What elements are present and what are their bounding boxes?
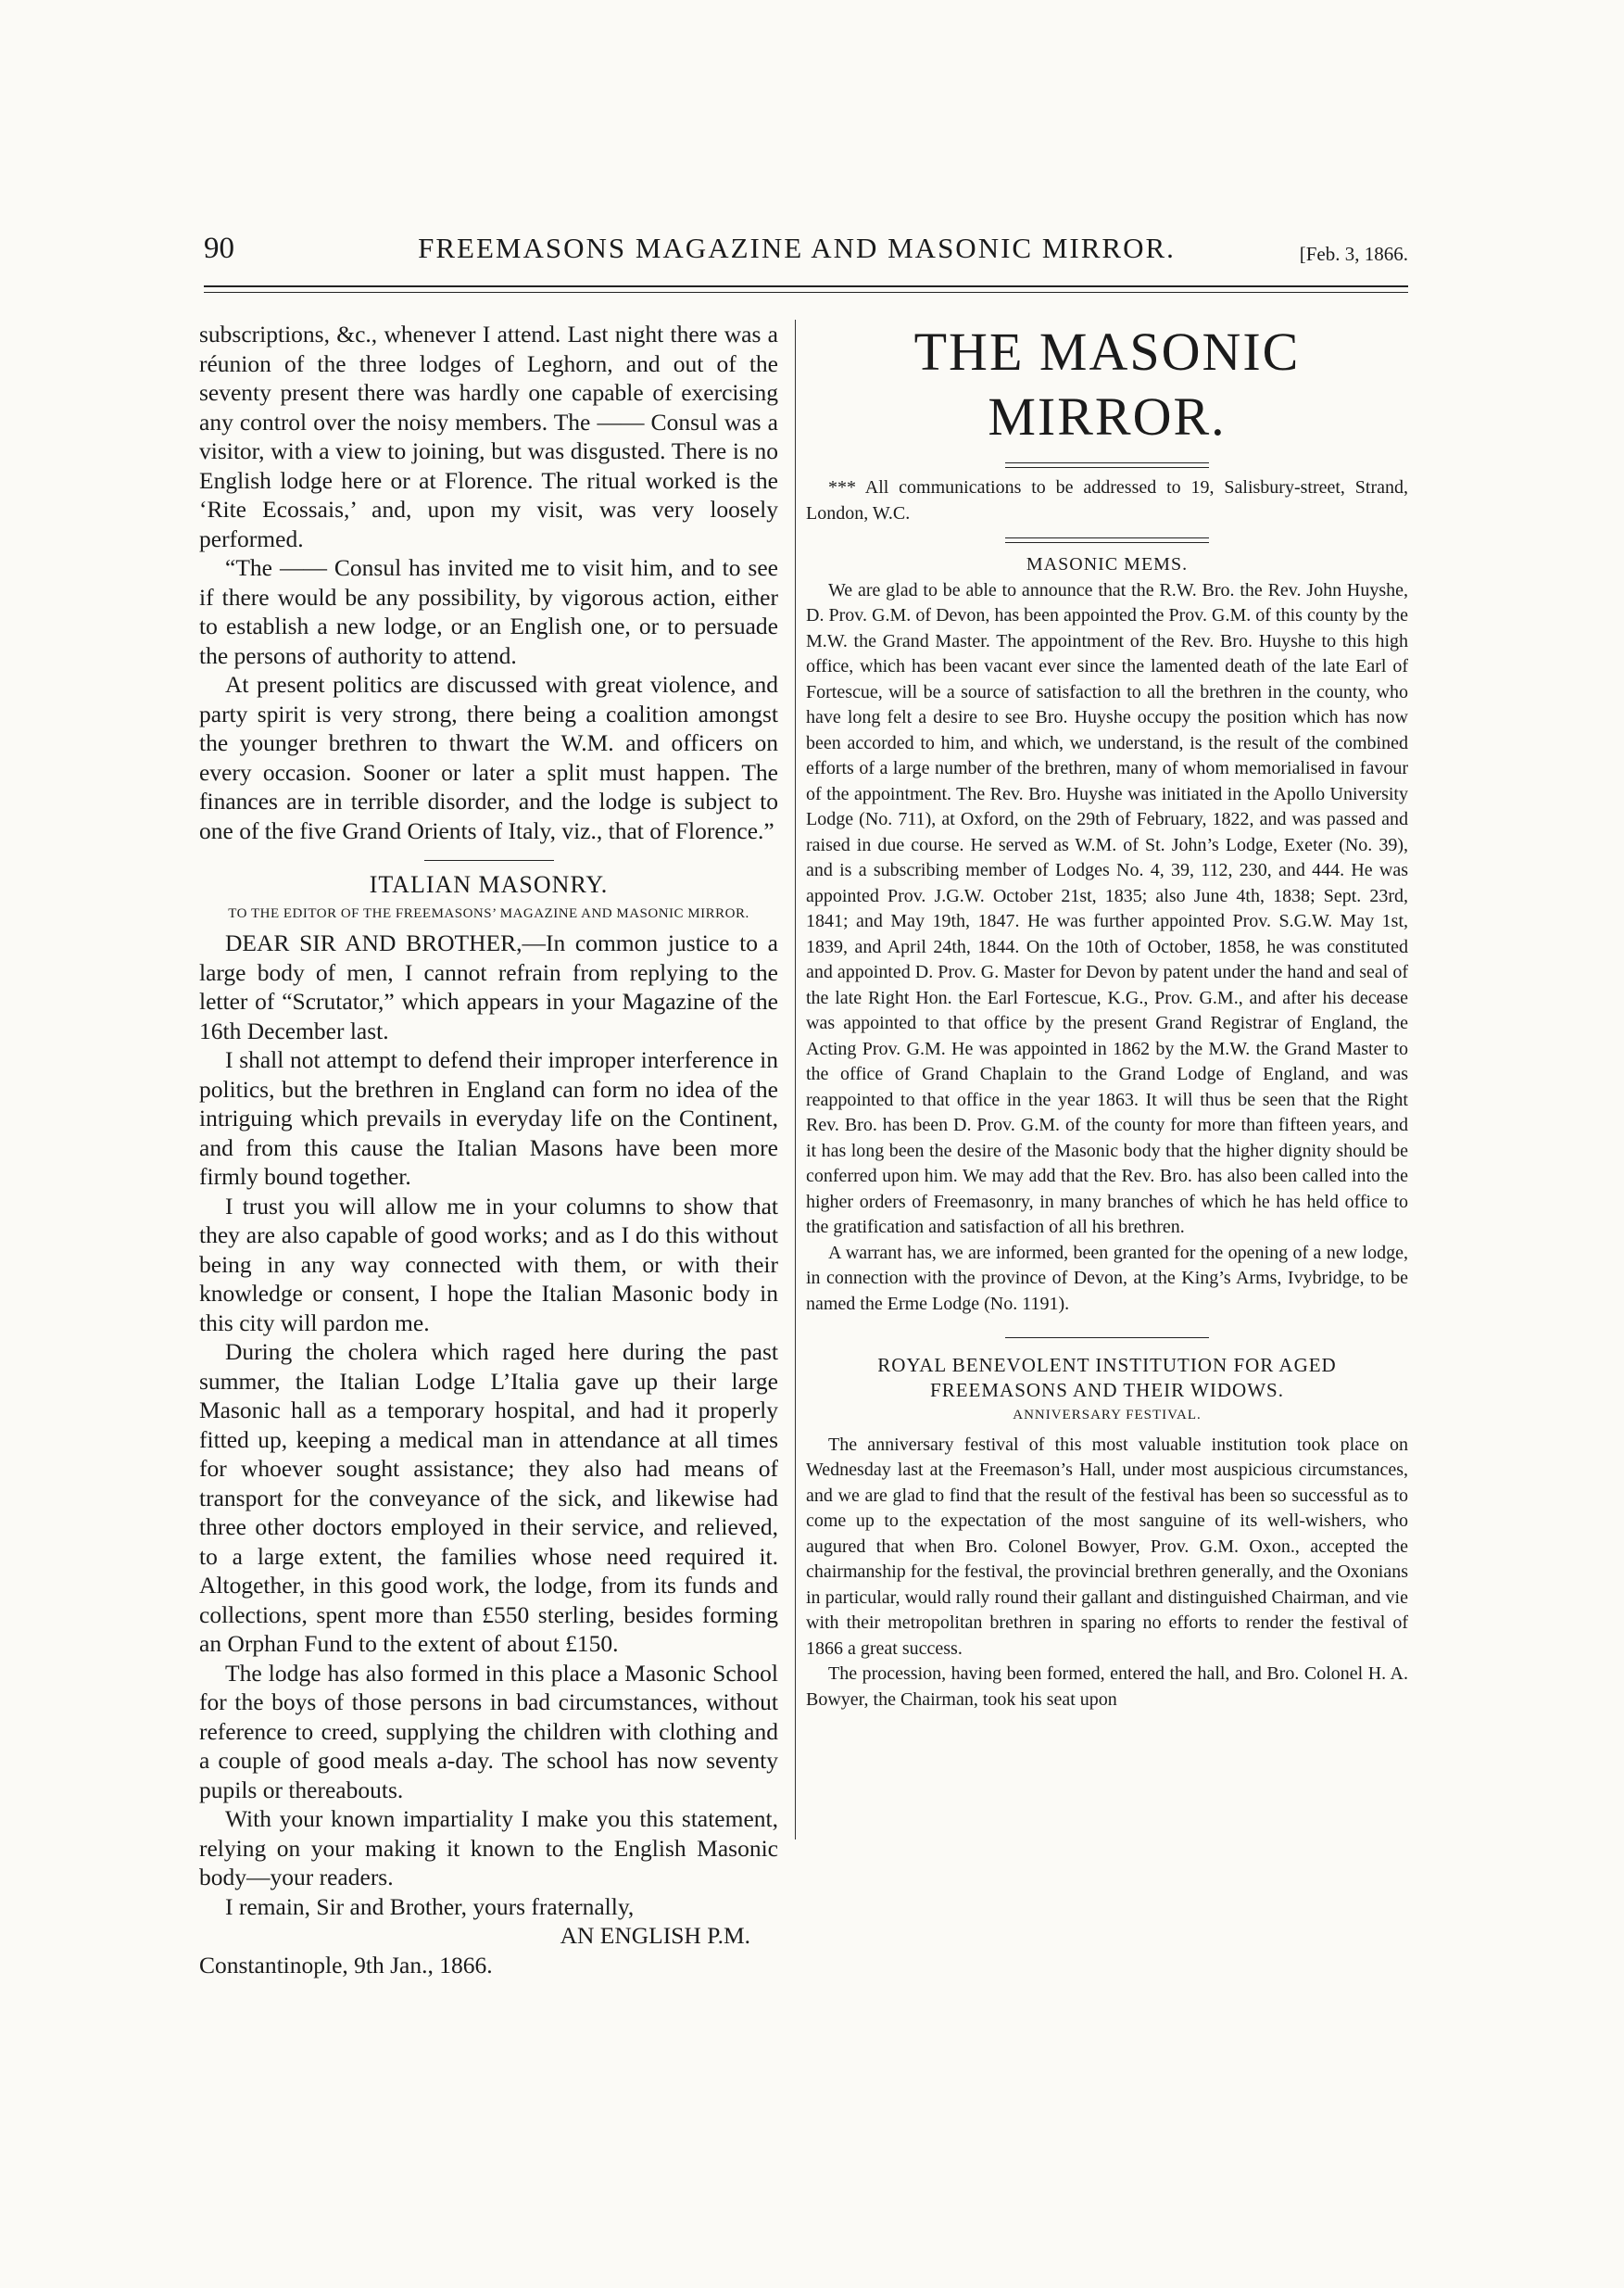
notice-rule <box>1005 537 1209 543</box>
letter-paragraph: At present politics are discussed with great violence, and party spirit is very strong, there being a coalition amongst the younger brethren to thwart the W.M. and officers on every occasion. Sooner or later a split must happen. The finances are in terrible disorder, and the lodge is subject to one of the five Grand Orients of Italy, viz., that of Florence.” <box>199 671 778 844</box>
left-column <box>199 320 778 1979</box>
italian-masonry-title: ITALIAN MASONRY. <box>369 871 609 898</box>
letter-continued-paragraph: subscriptions, &c., whenever I attend. Last night there was a réunion of the three lodges of Leghorn, and out of the seventy present there was hardly one capable of exercising any control over the noisy members. The —— Consul was a visitor, with a view to joining, but was disgusted. There is no English lodge here or at Florence. The ritual worked is the ‘Rite Ecossais,’ and, upon my visit, was very loosely performed. <box>199 321 778 552</box>
letter-paragraph: During the cholera which raged here during the past summer, the Italian Lodge L’Italia gave up their large Masonic hall as a temporary hospital, and had it properly fitted up, keeping a medical man in attendance at all times for whoever sought assistance; they also had means of transport for the conveyance of the sick, and likewise had three other doctors employed in their service, and relieved, to a large extent, the families whose need required it. Altogether, in this good work, the lodge, from its funds and collections, spent more than £550 sterling, besides forming an Orphan Fund to the extent of about £150. <box>199 1338 778 1657</box>
page-header <box>204 232 1408 278</box>
communications-notice: *** All communications to be addressed to 19, Salisbury-street, Strand, London, W.C. <box>806 477 1408 524</box>
masonic-mems-title: MASONIC MEMS. <box>1026 554 1189 575</box>
to-editor-line: TO THE EDITOR OF THE FREEMASONS’ MAGAZINE AND MASONIC MIRROR. <box>228 905 749 921</box>
masonic-mirror-title: THE MASONIC MIRROR. <box>913 322 1301 447</box>
header-rule-thin <box>204 292 1408 293</box>
section-rule <box>424 860 554 861</box>
rbi-subtitle: ANNIVERSARY FESTIVAL. <box>1013 1408 1202 1422</box>
rbi-title: ROYAL BENEVOLENT INSTITUTION FOR AGED FREEMASONS AND THEIR WIDOWS. <box>877 1354 1337 1401</box>
section-rule <box>1005 1337 1209 1338</box>
letter-paragraph: I shall not attempt to defend their improper interference in politics, but the brethren in England can form no idea of the intriguing which prevails in everyday life on the Continent, and from this cause the Italian Masons have been more firmly bound together. <box>199 1046 778 1190</box>
letter-paragraph: With your known impartiality I make you this statement, relying on your making it known to the English Masonic body—your readers. <box>199 1805 778 1890</box>
mems-paragraph: A warrant has, we are informed, been granted for the opening of a new lodge, in connection with the province of Devon, at the King’s Arms, Ivybridge, to be named the Erme Lodge (No. 1191). <box>806 1242 1408 1314</box>
festival-paragraph: The procession, having been formed, entered the hall, and Bro. Colonel H. A. Bowyer, the Chairman, took his seat upon <box>806 1663 1408 1710</box>
festival-paragraph: The anniversary festival of this most valuable institution took place on Wednesday last at the Freemason’s Hall, under most auspicious circumstances, and we are glad to find that the result of the festival has been so successful as to come up to the expectation of the most sanguine of its well-wishers, who augured that when Bro. Colonel Bowyer, Prov. G.M. Oxon., accepted the chairmanship for the festival, the provincial brethren generally, and the Oxonians in particular, would rally round their gallant and distinguished Chairman, and vie with their metropolitan brethren in sparing no efforts to render the festival of 1866 a great success. <box>806 1434 1408 1659</box>
title-rule <box>1005 462 1209 468</box>
letter-paragraph: “The —— Consul has invited me to visit him, and to see if there would be any possibility, by vigorous action, either to establish a new lodge, or an English one, or to persuade the persons of authority to attend. <box>199 554 778 669</box>
letter-closing: I remain, Sir and Brother, yours fraternally, <box>225 1892 635 1920</box>
issue-date: [Feb. 3, 1866. <box>1299 243 1408 265</box>
page-number: 90 <box>204 232 234 265</box>
masthead: FREEMASONS MAGAZINE AND MASONIC MIRROR. <box>418 232 1176 264</box>
letter-signature: AN ENGLISH P.M. <box>560 1922 750 1949</box>
letter-dateline: Constantinople, 9th Jan., 1866. <box>199 1951 493 1978</box>
letter-paragraph: The lodge has also formed in this place a Masonic School for the boys of those persons in bad circumstances, without reference to creed, supplying the children with clothing and a couple of good meals a-day. The school has now seventy pupils or thereabouts. <box>199 1659 778 1803</box>
right-column <box>806 320 1408 1713</box>
mems-paragraph: We are glad to be able to announce that the R.W. Bro. the Rev. John Huyshe, D. Prov. G.M. of Devon, has been appointed the Prov. G.M. of this county by the M.W. the Grand Master. The appointment of the Rev. Bro. Huyshe to this high office, which has been vacant ever since the lamented death of the late Earl of Fortescue, will be a source of satisfaction to all the brethren in the county, who have long felt a desire to see Bro. Huyshe occupy the position which has now been accorded to him, and which, we understand, is the result of the combined efforts of a large number of the brethren, many of whom memorialised in favour of the appointment. The Rev. Bro. Huyshe was initiated in the Apollo University Lodge (No. 711), at Oxford, on the 29th of February, 1822, and was passed and raised in due course. He served as W.M. of St. John’s Lodge, Exeter (No. 39), and is a subscribing member of Lodges No. 4, 39, 112, 230, and 444. He was appointed Prov. J.G.W. October 21st, 1835; also June 4th, 1838; Sept. 23rd, 1841; and May 19th, 1847. He was further appointed Prov. S.G.W. May 1st, 1839, and April 24th, 1844. On the 10th of October, 1858, he was constituted and appointed D. Prov. G. Master for Devon by patent under the hand and seal of the late Right Hon. the Earl Fortescue, K.G., Prov. G.M., and after his decease was appointed to that office by the present Grand Registrar of England, the Acting Prov. G.M. He was appointed in 1862 by the M.W. the Grand Master to the office of Grand Chaplain to the Grand Lodge of England, and was reappointed to that office in the year 1863. It will thus be seen that the Right Rev. Bro. has been D. Prov. G.M. of the county for more than fifteen years, and it has long been the desire of the Masonic body that the higher dignity should be conferred upon him. We may add that the Rev. Bro. has also been called into the higher orders of Freemasonry, in many branches of which he has held office to the gratification and satisfaction of all his brethren. <box>806 579 1408 1237</box>
column-divider <box>795 320 796 1839</box>
header-rule <box>204 285 1408 287</box>
letter-salutation-paragraph: DEAR SIR AND BROTHER,—In common justice to a large body of men, I cannot refrain from replying to the letter of “Scrutator,” which appears in your Magazine of the 16th December last. <box>199 929 778 1044</box>
letter-paragraph: I trust you will allow me in your columns to show that they are also capable of good works; and as I do this without being in any way connected with them, or with their knowledge or consent, I hope the Italian Masonic body in this city will pardon me. <box>199 1192 778 1336</box>
